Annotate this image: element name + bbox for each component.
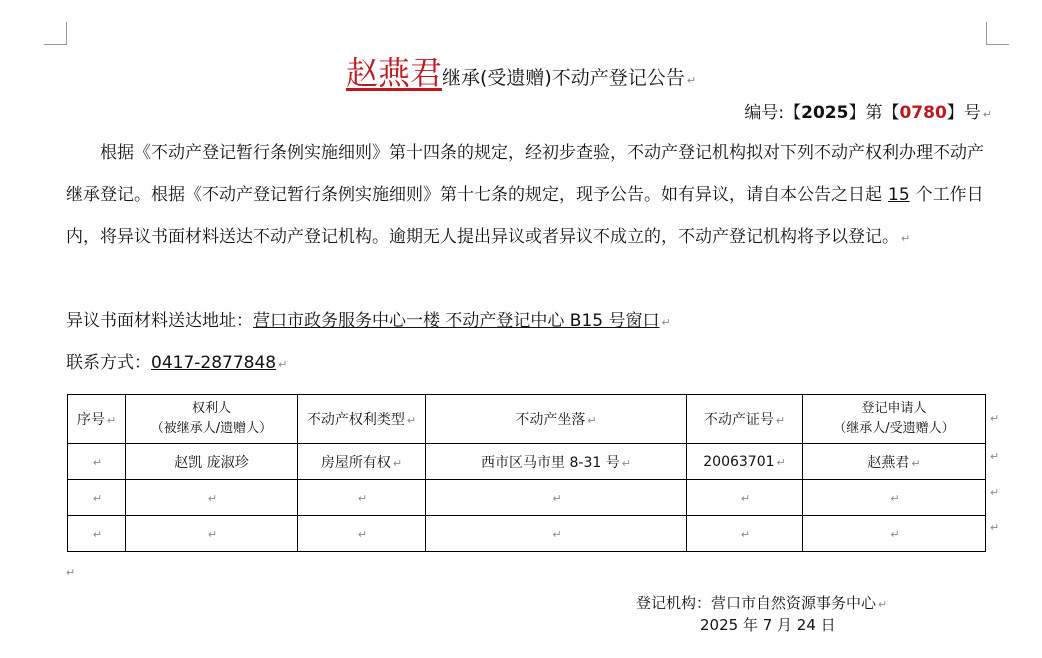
address-label: 异议书面材料送达地址： <box>66 311 253 331</box>
cell-certificate-no: 20063701 ↵ <box>687 444 803 480</box>
contact-label: 联系方式： <box>66 353 151 373</box>
paragraph-mark: ↵ <box>661 316 671 329</box>
empty-paragraph-mark: ↵ <box>66 566 76 579</box>
margin-corner-top-left <box>44 22 67 45</box>
table-header-row <box>68 395 986 444</box>
objection-days: 15 <box>888 185 910 205</box>
number-prefix: 编号:【 <box>744 103 802 123</box>
cell-applicant: 赵燕君 ↵ <box>803 444 986 480</box>
table-row <box>68 444 986 480</box>
number-serial: 0780 <box>899 103 947 123</box>
header-serial: 序号 ↵ <box>68 395 126 444</box>
cell-certificate-no: ↵ <box>687 480 803 516</box>
row-end-mark: ↵ <box>990 486 1000 499</box>
cell-certificate-no: ↵ <box>687 516 803 552</box>
cell-serial: ↵ <box>68 516 126 552</box>
number-suffix: 】号 <box>946 103 981 123</box>
notice-date: 2025 年 7 月 24 日 <box>700 616 836 634</box>
header-location: 不动产坐落 ↵ <box>426 395 687 444</box>
property-table <box>67 394 986 552</box>
body-part-2: 个工作日内，将异议书面材料送达不动产登记机构。逾期无人提出异议或者异议不成立的，不动产登记机构将予以登记。 <box>66 185 984 247</box>
row-end-mark: ↵ <box>990 412 1000 425</box>
body-paragraph <box>66 132 988 260</box>
paragraph-mark: ↵ <box>686 74 697 87</box>
notice-number <box>744 98 992 123</box>
body-part-1: 根据《不动产登记暂行条例实施细则》第十四条的规定，经初步查验，不动产登记机构拟对下列不动产权利办理不动产继承登记。根据《不动产登记暂行条例实施细则》第十七条的规定，现予公告。如有异议，请自本公告之日起 <box>66 143 984 205</box>
address-value: 营口市政务服务中心一楼 不动产登记中心 B15 号窗口 <box>253 311 660 331</box>
notice-body <box>66 132 988 260</box>
paragraph-mark: ↵ <box>901 232 911 245</box>
cell-right-type: ↵ <box>298 516 426 552</box>
cell-location: 西市区马市里 8-31 号 ↵ <box>426 444 687 480</box>
header-certificate-no: 不动产证号 ↵ <box>687 395 803 444</box>
cell-right-type: ↵ <box>298 480 426 516</box>
cell-rights-holder: ↵ <box>126 480 298 516</box>
header-rights-holder: 权利人 （被继承人/遗赠人） <box>126 395 298 444</box>
number-year: 2025 <box>801 103 849 123</box>
paragraph-mark: ↵ <box>278 358 288 371</box>
notice-title <box>0 48 1042 94</box>
cell-serial: ↵ <box>68 480 126 516</box>
title-text: 继承(受遗赠)不动产登记公告 <box>441 67 685 89</box>
title-applicant-name: 赵燕君 <box>345 54 442 92</box>
cell-right-type: 房屋所有权 ↵ <box>298 444 426 480</box>
header-applicant: 登记申请人 （继承人/受遗赠人） <box>803 395 986 444</box>
cell-applicant: ↵ <box>803 480 986 516</box>
table-row <box>68 516 986 552</box>
table-row <box>68 480 986 516</box>
cell-rights-holder: ↵ <box>126 516 298 552</box>
cell-location: ↵ <box>426 480 687 516</box>
contact-phone: 0417-2877848 <box>151 353 277 373</box>
paragraph-mark: ↵ <box>982 108 992 121</box>
number-middle: 】第【 <box>848 103 900 123</box>
header-right-type: 不动产权利类型 ↵ <box>298 395 426 444</box>
cell-rights-holder: 赵凯 庞淑珍 <box>126 444 298 480</box>
objection-address <box>66 306 671 331</box>
margin-corner-top-right <box>986 22 1009 45</box>
cell-location: ↵ <box>426 516 687 552</box>
row-end-mark: ↵ <box>990 450 1000 463</box>
cell-applicant: ↵ <box>803 516 986 552</box>
contact-info <box>66 348 287 373</box>
row-end-mark: ↵ <box>990 521 1000 534</box>
registration-authority: 登记机构：营口市自然资源事务中心 ↵ <box>636 594 888 612</box>
cell-serial: ↵ <box>68 444 126 480</box>
